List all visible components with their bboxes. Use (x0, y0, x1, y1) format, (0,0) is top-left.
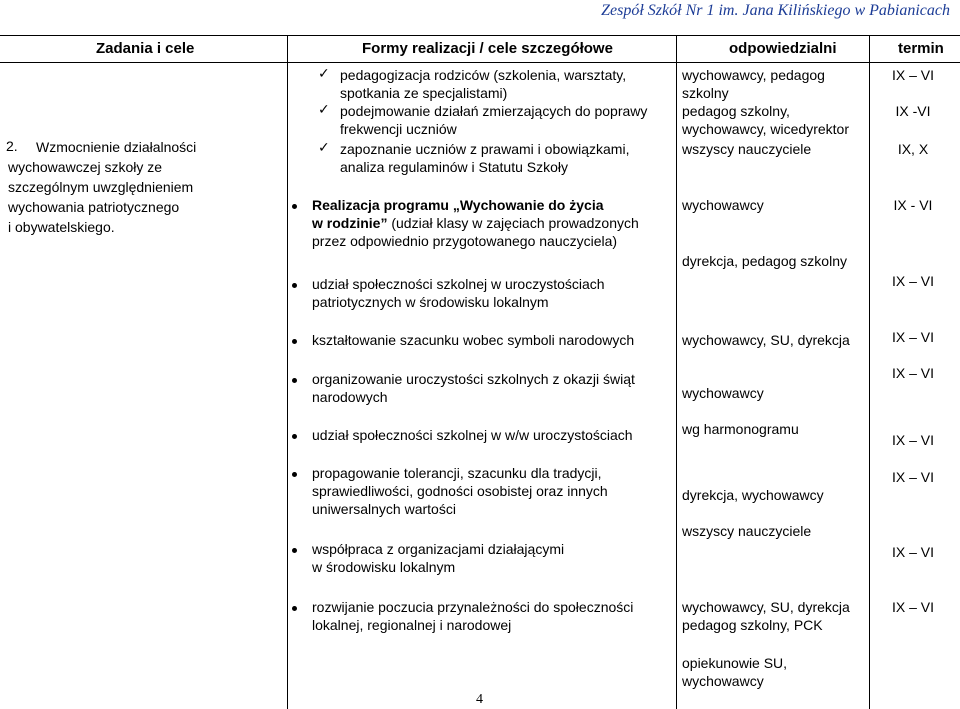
responsible-line: wychowawcy, pedagog (682, 67, 825, 83)
program-line-2 (312, 214, 639, 232)
responsible-line: wychowawcy, SU, dyrekcja (682, 332, 850, 348)
column-header-forms: Formy realizacji / cele szczegółowe (362, 40, 613, 57)
program-rest: (udział klasy w zajęciach prowadzonych (387, 215, 639, 231)
term-value: IX - VI (893, 197, 933, 213)
column-header-term: termin (898, 40, 944, 57)
column-divider-2 (676, 35, 677, 709)
bullet-icon (292, 434, 297, 439)
task-line: wychowawczej szkoły ze (8, 159, 163, 175)
check-item-line: podejmowanie działań zmierzających do poprawy (340, 103, 648, 119)
term-value: IX – VI (891, 544, 935, 560)
responsible-line: wszyscy nauczyciele (682, 523, 812, 539)
header-bottom-border (0, 62, 960, 63)
school-header: Zespół Szkół Nr 1 im. Jana Kilińskiego w Pabianicach (601, 2, 950, 19)
bullet-icon (292, 378, 297, 383)
bullet-icon (292, 283, 297, 288)
responsible-line: szkolny (682, 85, 729, 101)
bullet-line: narodowych (312, 389, 388, 405)
term-value: IX – VI (891, 432, 935, 448)
checkmark-icon: ✓ (318, 66, 330, 82)
checkmark-icon: ✓ (318, 102, 330, 118)
program-line-3: przez odpowiednio przygotowanego nauczyciela) (312, 233, 618, 249)
responsible-line: wychowawcy (682, 673, 764, 689)
bullet-line: patriotycznych w środowisku lokalnym (312, 294, 549, 310)
bullet-line: udział społeczności szkolnej w w/w uroczystościach (312, 427, 633, 443)
task-line: szczególnym uwzględnieniem (8, 179, 194, 195)
bullet-line: kształtowanie szacunku wobec symboli narodowych (312, 332, 635, 348)
responsible-line: wychowawcy, SU, dyrekcja (682, 599, 850, 615)
checkmark-icon: ✓ (318, 140, 330, 156)
term-value: IX – VI (891, 365, 935, 381)
bullet-line: lokalnej, regionalnej i narodowej (312, 617, 512, 633)
bullet-line: uniwersalnych wartości (312, 501, 456, 517)
responsible-line: pedagog szkolny, (682, 103, 790, 119)
check-item-line: zapoznanie uczniów z prawami i obowiązkami, (340, 141, 630, 157)
table-top-border (0, 35, 960, 36)
bullet-icon (292, 472, 297, 477)
check-item-line: frekwencji uczniów (340, 121, 457, 137)
responsible-line: wychowawcy (682, 197, 764, 213)
term-value: IX – VI (891, 273, 935, 289)
responsible-line: wg harmonogramu (682, 421, 799, 437)
column-header-responsible: odpowiedzialni (729, 40, 837, 57)
column-header-tasks: Zadania i cele (96, 40, 195, 57)
check-item-line: analiza regulaminów i Statutu Szkoły (340, 159, 569, 175)
term-value: IX – VI (891, 67, 935, 83)
term-value: IX – VI (891, 469, 935, 485)
term-value: IX – VI (891, 329, 935, 345)
term-value: IX, X (897, 141, 929, 157)
responsible-line: opiekunowie SU, (682, 655, 788, 671)
term-value: IX -VI (895, 103, 931, 119)
bullet-line: sprawiedliwości, godności osobistej oraz innych (312, 483, 608, 499)
bullet-line: w środowisku lokalnym (312, 559, 456, 575)
task-line: i obywatelskiego. (8, 219, 115, 235)
bullet-icon (292, 204, 297, 209)
bullet-line: propagowanie tolerancji, szacunku dla tradycji, (312, 465, 602, 481)
page-number: 4 (476, 692, 483, 707)
task-line: wychowania patriotycznego (8, 199, 180, 215)
responsible-line: wychowawcy (682, 385, 764, 401)
responsible-line: wszyscy nauczyciele (682, 141, 812, 157)
task-number: 2. (6, 138, 18, 154)
column-divider-1 (287, 35, 288, 709)
bullet-line: udział społeczności szkolnej w uroczystościach (312, 276, 605, 292)
bullet-icon (292, 339, 297, 344)
check-item-line: spotkania ze specjalistami) (340, 85, 508, 101)
responsible-line: wychowawcy, wicedyrektor (682, 121, 850, 137)
bullet-icon (292, 606, 297, 611)
program-line-1: Realizacja programu „Wychowanie do życia (312, 197, 604, 213)
task-line: Wzmocnienie działalności (36, 139, 197, 155)
responsible-line: pedagog szkolny, PCK (682, 617, 823, 633)
bullet-line: organizowanie uroczystości szkolnych z okazji świąt (312, 371, 635, 387)
check-item-line: pedagogizacja rodziców (szkolenia, warsztaty, (340, 67, 627, 83)
task-description (36, 138, 196, 156)
responsible-line: dyrekcja, wychowawcy (682, 487, 824, 503)
bullet-line: rozwijanie poczucia przynależności do społeczności (312, 599, 634, 615)
column-divider-3 (869, 35, 870, 709)
bullet-icon (292, 548, 297, 553)
term-value: IX – VI (891, 599, 935, 615)
program-bold: w rodzinie” (312, 215, 388, 231)
responsible-line: dyrekcja, pedagog szkolny (682, 253, 847, 269)
bullet-line: współpraca z organizacjami działającymi (312, 541, 565, 557)
